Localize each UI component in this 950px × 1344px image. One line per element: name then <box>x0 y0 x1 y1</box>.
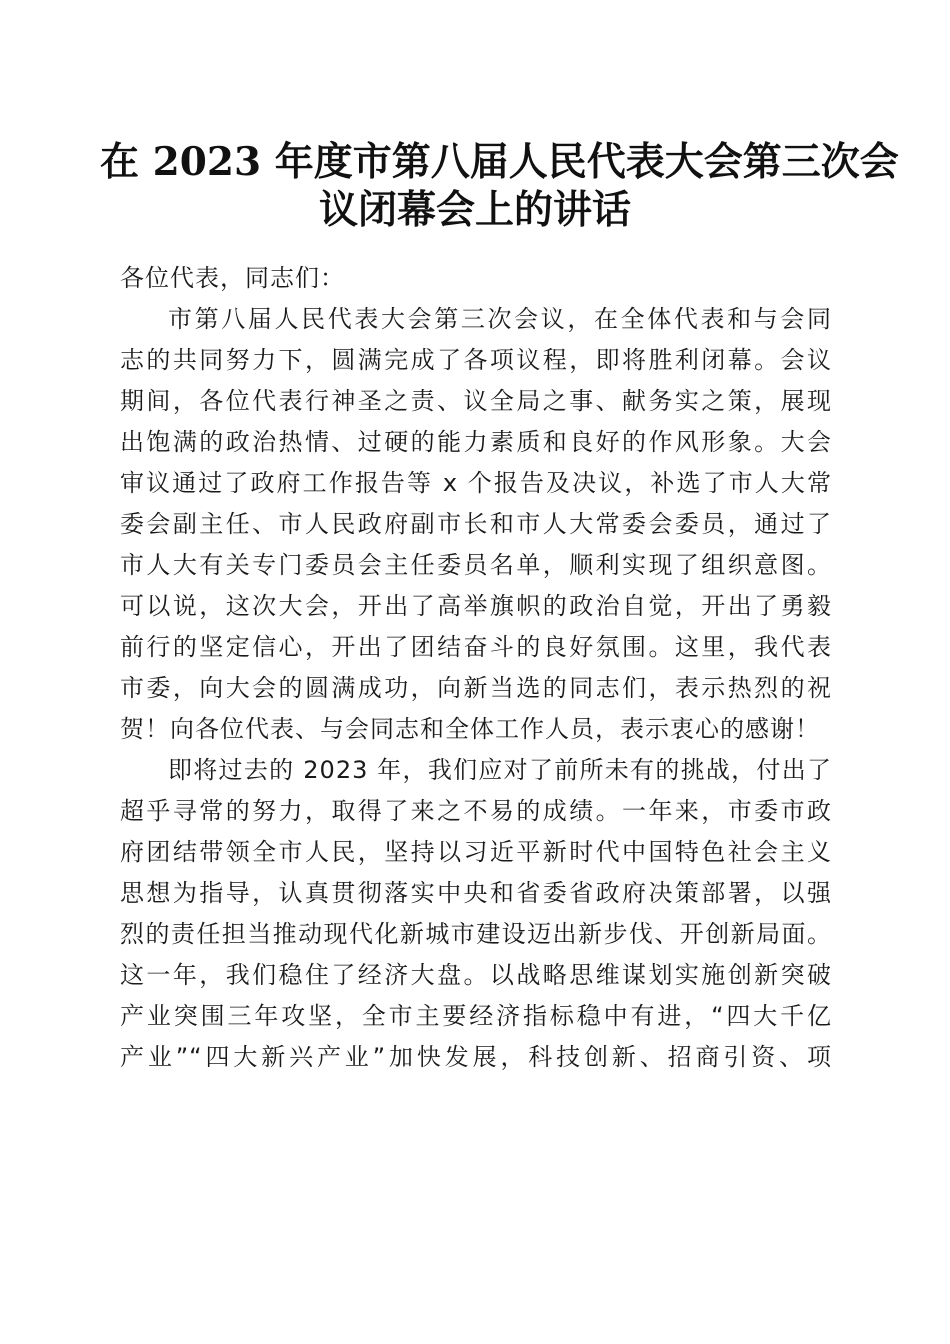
paragraph1-line: 前行的坚定信心，开出了团结奋斗的良好氛围。这里，我代表 <box>120 633 832 661</box>
title-line-1: 在 2023 年度市第八届人民代表大会第三次会 <box>100 139 899 185</box>
paragraph1-line: 期间，各位代表行神圣之责、议全局之事、献务实之策，展现 <box>120 387 832 415</box>
salutation: 各位代表，同志们： <box>120 264 345 292</box>
paragraph1-line: 市第八届人民代表大会第三次会议，在全体代表和与会同 <box>168 305 832 333</box>
paragraph2-line: 府团结带领全市人民，坚持以习近平新时代中国特色社会主义 <box>120 838 832 866</box>
paragraph2-line: 这一年，我们稳住了经济大盘。以战略思维谋划实施创新突破 <box>120 961 832 989</box>
paragraph2-line: 烈的责任担当推动现代化新城市建设迈出新步伐、开创新局面。 <box>120 920 832 948</box>
paragraph1-line: 市人大有关专门委员会主任委员名单，顺利实现了组织意图。 <box>120 551 832 579</box>
document-body <box>120 258 832 1078</box>
paragraph2-line: 即将过去的 2023 年，我们应对了前所未有的挑战，付出了 <box>168 756 832 784</box>
paragraph1-line: 贺！向各位代表、与会同志和全体工作人员，表示衷心的感谢！ <box>120 715 820 743</box>
paragraph2-line: 产业突围三年攻坚，全市主要经济指标稳中有进，“四大千亿 <box>120 1002 832 1030</box>
document-title <box>100 138 899 234</box>
paragraph1-line: 可以说，这次大会，开出了高举旗帜的政治自觉，开出了勇毅 <box>120 592 832 620</box>
paragraph2-line: 超乎寻常的努力，取得了来之不易的成绩。一年来，市委市政 <box>120 797 832 825</box>
title-line-2: 议闭幕会上的讲话 <box>318 187 631 233</box>
paragraph2-line: 思想为指导，认真贯彻落实中央和省委省政府决策部署，以强 <box>120 879 832 907</box>
paragraph1-line: 委会副主任、市人民政府副市长和市人大常委会委员，通过了 <box>120 510 832 538</box>
paragraph1-line: 出饱满的政治热情、过硬的能力素质和良好的作风形象。大会 <box>120 428 832 456</box>
paragraph1-line: 审议通过了政府工作报告等 x 个报告及决议，补选了市人大常 <box>120 469 832 497</box>
paragraph1-line: 志的共同努力下，圆满完成了各项议程，即将胜利闭幕。会议 <box>120 346 832 374</box>
paragraph1-line: 市委，向大会的圆满成功，向新当选的同志们，表示热烈的祝 <box>120 674 832 702</box>
paragraph2-line: 产业”“四大新兴产业”加快发展，科技创新、招商引资、项 <box>120 1043 832 1071</box>
